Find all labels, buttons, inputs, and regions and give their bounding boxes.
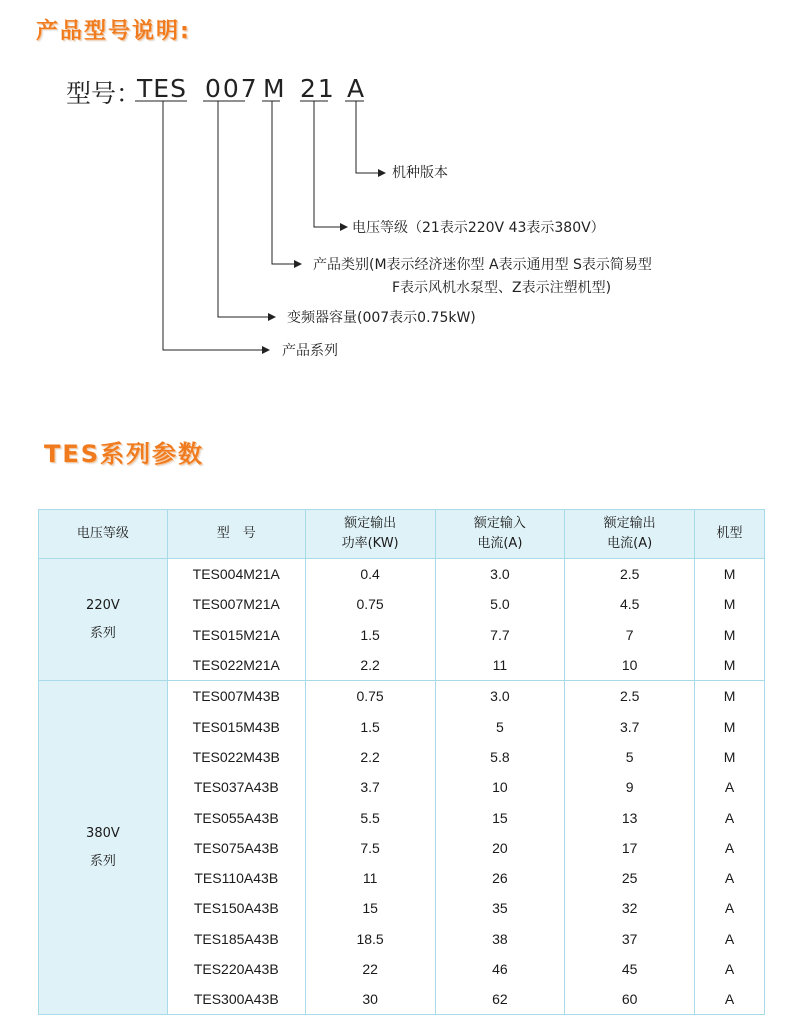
cell-input-current: 3.0 — [435, 681, 565, 712]
header-input-current-line1: 额定输入 — [473, 516, 526, 531]
model-voltage-code: 21 — [300, 74, 336, 103]
cell-power: 2.2 — [305, 742, 435, 772]
header-output-power-line2: 功率(KW) — [341, 536, 399, 551]
group-380v-name: 380V — [86, 825, 120, 841]
cell-model: TES022M21A — [167, 650, 305, 681]
cell-type: M — [695, 620, 765, 650]
cell-type: A — [695, 863, 765, 893]
cell-input-current: 62 — [435, 984, 565, 1015]
cell-model: TES037A43B — [167, 772, 305, 802]
cell-type: A — [695, 924, 765, 954]
model-prefix: 型号： — [66, 79, 142, 108]
cell-input-current: 38 — [435, 924, 565, 954]
label-category-line1: 产品类别(M表示经济迷你型 A表示通用型 S表示简易型 — [313, 257, 652, 273]
connector-capacity — [218, 101, 268, 317]
cell-input-current: 20 — [435, 833, 565, 863]
header-output-current-line1: 额定输出 — [603, 516, 656, 531]
cell-input-current: 35 — [435, 893, 565, 923]
model-code-diagram — [0, 0, 800, 420]
cell-output-current: 32 — [565, 893, 695, 923]
cell-model: TES185A43B — [167, 924, 305, 954]
arrow-voltage — [340, 223, 348, 231]
cell-output-current: 45 — [565, 954, 695, 984]
cell-type: A — [695, 893, 765, 923]
cell-type: A — [695, 833, 765, 863]
cell-model: TES007M21A — [167, 589, 305, 619]
model-capacity-code: 007 — [205, 74, 259, 103]
cell-power: 3.7 — [305, 772, 435, 802]
group-220v-series: 系列 — [89, 625, 116, 641]
connector-category — [272, 101, 294, 264]
group-380v-series: 系列 — [89, 853, 116, 869]
cell-input-current: 15 — [435, 802, 565, 832]
cell-power: 2.2 — [305, 650, 435, 681]
section-title-model-explanation: 产品型号说明: — [36, 19, 191, 44]
cell-output-current: 17 — [565, 833, 695, 863]
cell-power: 11 — [305, 863, 435, 893]
header-type: 机型 — [695, 510, 765, 559]
cell-input-current: 10 — [435, 772, 565, 802]
cell-output-current: 10 — [565, 650, 695, 681]
model-category-code: M — [263, 74, 285, 103]
tes-parameter-table — [38, 509, 765, 1015]
cell-type: M — [695, 650, 765, 681]
table-header-row — [39, 510, 765, 559]
cell-output-current: 13 — [565, 802, 695, 832]
group-220v-name: 220V — [86, 597, 120, 613]
cell-input-current: 11 — [435, 650, 565, 681]
cell-input-current: 7.7 — [435, 620, 565, 650]
section-title-tes-params: TES系列参数 — [44, 440, 205, 468]
cell-output-current: 4.5 — [565, 589, 695, 619]
cell-type: M — [695, 681, 765, 712]
cell-type: M — [695, 559, 765, 590]
cell-power: 22 — [305, 954, 435, 984]
cell-type: A — [695, 954, 765, 984]
group-220v — [39, 559, 168, 681]
label-series: 产品系列 — [282, 343, 338, 359]
header-output-current-line2: 电流(A) — [607, 536, 653, 551]
arrow-version — [378, 169, 386, 177]
cell-type: A — [695, 802, 765, 832]
cell-type: M — [695, 589, 765, 619]
cell-output-current: 2.5 — [565, 559, 695, 590]
cell-input-current: 26 — [435, 863, 565, 893]
cell-power: 30 — [305, 984, 435, 1015]
cell-type: M — [695, 711, 765, 741]
label-capacity: 变频器容量(007表示0.75kW) — [287, 310, 476, 326]
connector-voltage — [314, 101, 340, 227]
cell-model: TES220A43B — [167, 954, 305, 984]
cell-input-current: 5.0 — [435, 589, 565, 619]
cell-power: 0.75 — [305, 681, 435, 712]
cell-power: 15 — [305, 893, 435, 923]
label-version: 机种版本 — [392, 165, 448, 181]
cell-input-current: 3.0 — [435, 559, 565, 590]
cell-output-current: 5 — [565, 742, 695, 772]
cell-model: TES075A43B — [167, 833, 305, 863]
header-model: 型 号 — [167, 510, 305, 559]
group-380v — [39, 681, 168, 1015]
table-row — [39, 559, 765, 590]
cell-output-current: 60 — [565, 984, 695, 1015]
cell-power: 7.5 — [305, 833, 435, 863]
cell-type: A — [695, 984, 765, 1015]
cell-input-current: 5 — [435, 711, 565, 741]
arrow-category — [294, 260, 302, 268]
cell-model: TES150A43B — [167, 893, 305, 923]
cell-model: TES015M43B — [167, 711, 305, 741]
arrow-capacity — [268, 313, 276, 321]
label-category-line2: F表示风机水泵型、Z表示注塑机型) — [392, 280, 612, 296]
cell-output-current: 2.5 — [565, 681, 695, 712]
cell-input-current: 46 — [435, 954, 565, 984]
cell-output-current: 3.7 — [565, 711, 695, 741]
arrow-series — [262, 346, 270, 354]
cell-output-current: 9 — [565, 772, 695, 802]
header-output-power-line1: 额定输出 — [344, 516, 397, 531]
model-version-code: A — [347, 74, 365, 103]
header-input-current-line2: 电流(A) — [477, 536, 523, 551]
cell-input-current: 5.8 — [435, 742, 565, 772]
cell-model: TES022M43B — [167, 742, 305, 772]
header-output-current — [565, 510, 695, 559]
cell-power: 5.5 — [305, 802, 435, 832]
cell-output-current: 25 — [565, 863, 695, 893]
cell-power: 18.5 — [305, 924, 435, 954]
cell-model: TES004M21A — [167, 559, 305, 590]
cell-model: TES300A43B — [167, 984, 305, 1015]
cell-type: A — [695, 772, 765, 802]
cell-model: TES110A43B — [167, 863, 305, 893]
label-voltage: 电压等级（21表示220V 43表示380V） — [352, 220, 605, 236]
header-output-power — [305, 510, 435, 559]
cell-type: M — [695, 742, 765, 772]
cell-power: 1.5 — [305, 620, 435, 650]
connector-series — [163, 101, 262, 350]
cell-model: TES015M21A — [167, 620, 305, 650]
cell-power: 0.4 — [305, 559, 435, 590]
cell-power: 0.75 — [305, 589, 435, 619]
header-input-current — [435, 510, 565, 559]
cell-power: 1.5 — [305, 711, 435, 741]
header-voltage: 电压等级 — [39, 510, 168, 559]
cell-model: TES007M43B — [167, 681, 305, 712]
table-row — [39, 681, 765, 712]
model-series-code: TES — [137, 74, 187, 103]
connector-version — [356, 101, 378, 173]
cell-output-current: 7 — [565, 620, 695, 650]
cell-output-current: 37 — [565, 924, 695, 954]
cell-model: TES055A43B — [167, 802, 305, 832]
